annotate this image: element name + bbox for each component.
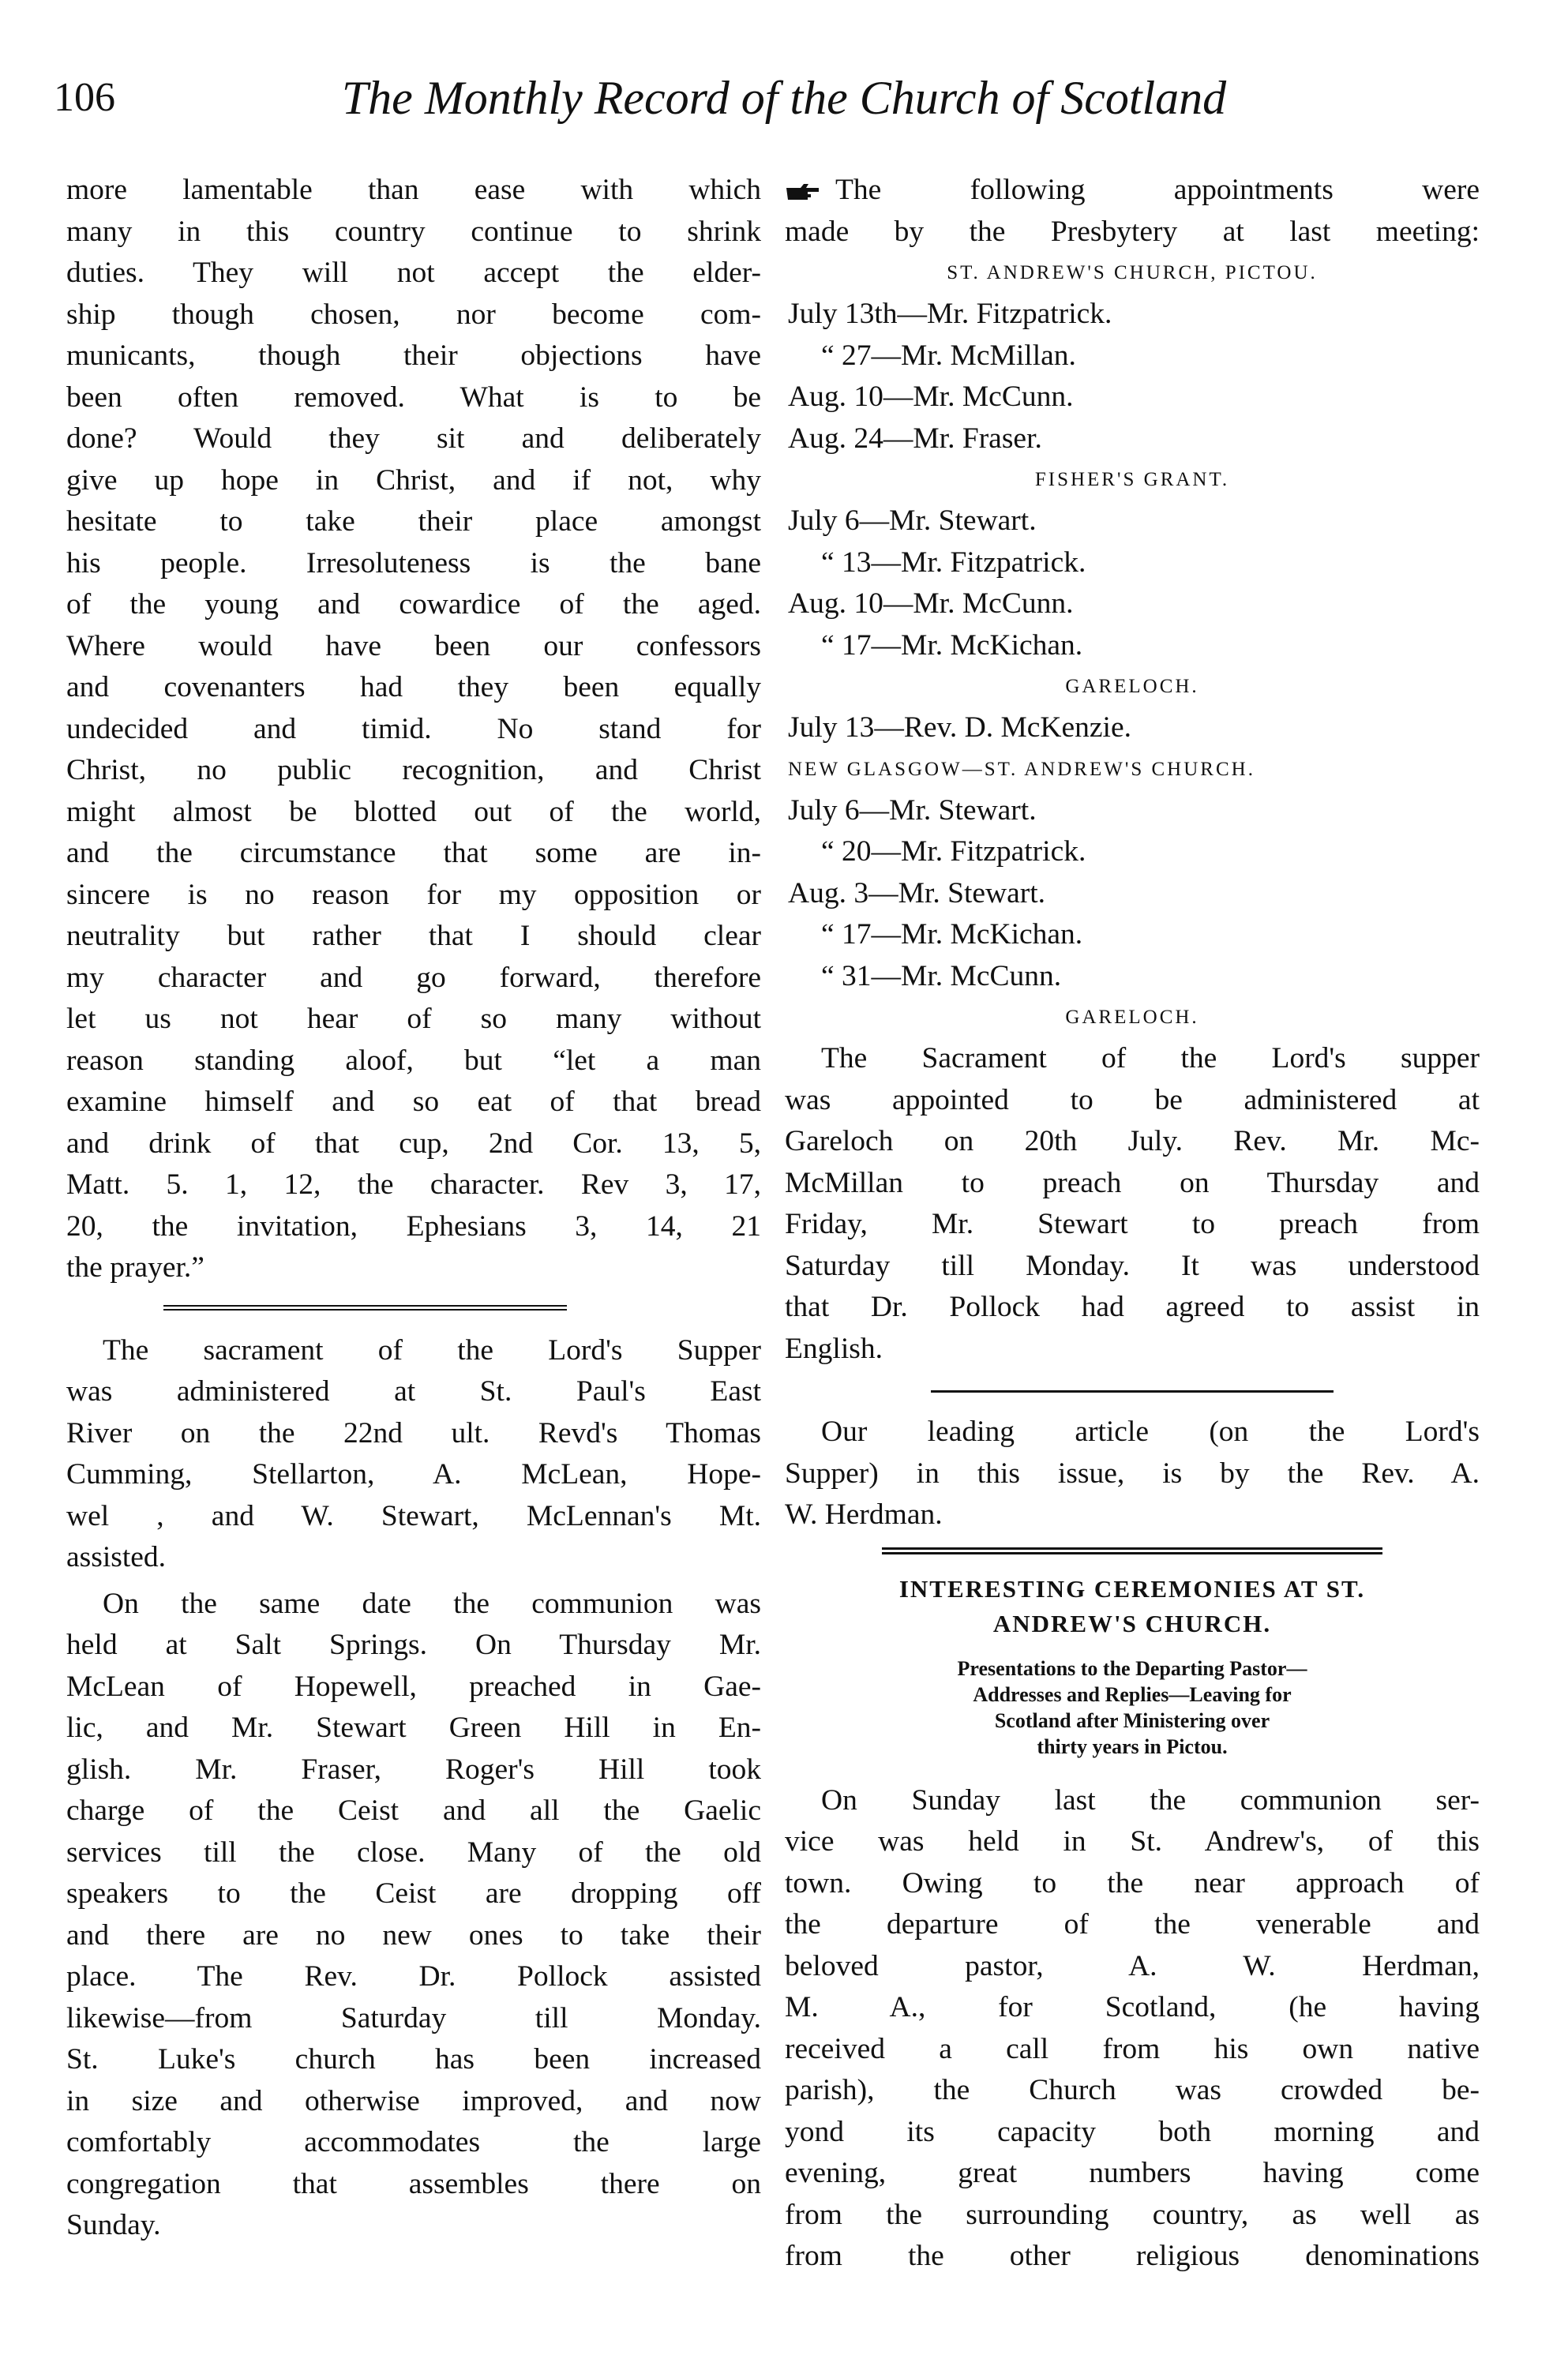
text-line: his people. Irresoluteness is the bane bbox=[66, 546, 761, 579]
text-line: place. The Rev. Dr. Pollock assisted bbox=[66, 1960, 761, 1993]
subheading-line: Scotland after Ministering over bbox=[994, 1708, 1270, 1732]
text-line: McLean of Hopewell, preached in Gae- bbox=[66, 1670, 761, 1703]
text-line: municants, though their objections have bbox=[66, 339, 761, 372]
schedule-line: “ 13—Mr. Fitzpatrick. bbox=[821, 546, 1086, 579]
text-line: reason standing aloof, but “let a man bbox=[66, 1044, 761, 1077]
text-line: town. Owing to the near approach of bbox=[785, 1866, 1480, 1899]
text-line: from the surrounding country, as well as bbox=[785, 2198, 1480, 2231]
text-line: my character and go forward, therefore bbox=[66, 961, 761, 994]
paragraph-irresoluteness bbox=[66, 170, 761, 1289]
text-line: held at Salt Springs. On Thursday Mr. bbox=[66, 1629, 761, 1661]
text-line: beloved pastor, A. W. Herdman, bbox=[785, 1949, 1480, 1982]
text-line: give up hope in Christ, and if not, why bbox=[66, 463, 761, 497]
section-heading: GARELOCH. bbox=[1065, 1007, 1199, 1028]
paragraph-salt-springs bbox=[66, 1584, 761, 2247]
text-line: likewise—from Saturday till Monday. bbox=[66, 2001, 761, 2034]
paragraph-article-body bbox=[785, 1780, 1480, 2278]
subheading-line: Addresses and Replies—Leaving for bbox=[973, 1682, 1292, 1706]
text-line: vice was held in St. Andrew's, of this bbox=[785, 1825, 1480, 1858]
text-line: received a call from his own native bbox=[785, 2032, 1480, 2065]
section-heading: NEW GLASGOW—ST. ANDREW'S CHURCH. bbox=[788, 758, 1255, 780]
text-line: hesitate to take their place amongst bbox=[66, 505, 761, 538]
text-line: made by the Presbytery at last meeting: bbox=[785, 215, 1480, 248]
subheading-line: thirty years in Pictou. bbox=[1037, 1734, 1228, 1758]
schedule-line: “ 17—Mr. McKichan. bbox=[821, 628, 1083, 662]
text-line: On the same date the communion was bbox=[103, 1587, 761, 1620]
text-line: was administered at St. Paul's East bbox=[66, 1375, 761, 1408]
text-line: examine himself and so eat of that bread bbox=[66, 1086, 761, 1118]
text-line: M. A., for Scotland, (he having bbox=[785, 1991, 1480, 2023]
text-line: Cumming, Stellarton, A. McLean, Hope- bbox=[66, 1458, 761, 1491]
text-line: The sacrament of the Lord's Supper bbox=[103, 1333, 761, 1367]
text-line: wel , and W. Stewart, McLennan's Mt. bbox=[66, 1499, 761, 1532]
text-line: from the other religious denominations bbox=[785, 2240, 1480, 2272]
text-line: sincere is no reason for my opposition or bbox=[66, 878, 761, 911]
text-line: St. Luke's church has been increased bbox=[66, 2043, 761, 2076]
text-line: Gareloch on 20th July. Rev. Mr. Mc- bbox=[785, 1125, 1480, 1157]
section-heading: GARELOCH. bbox=[1065, 676, 1199, 697]
text-line: neutrality but rather that I should clear bbox=[66, 920, 761, 952]
text-line: English. bbox=[785, 1332, 883, 1365]
paragraph-leading-article bbox=[785, 1412, 1480, 1536]
text-line: many in this country continue to shrink bbox=[66, 215, 761, 248]
intro-text: The following appointments were bbox=[835, 174, 1480, 206]
text-line: parish), the Church was crowded be- bbox=[785, 2074, 1480, 2106]
section-divider bbox=[882, 1547, 1382, 1554]
text-line: Supper) in this issue, is by the Rev. A. bbox=[785, 1457, 1480, 1490]
text-line: charge of the Ceist and all the Gaelic bbox=[66, 1794, 761, 1827]
text-line: Christ, no public recognition, and Christ bbox=[66, 754, 761, 786]
text-line: speakers to the Ceist are dropping off bbox=[66, 1877, 761, 1910]
text-line: more lamentable than ease with which bbox=[66, 174, 761, 206]
text-line: 20, the invitation, Ephesians 3, 14, 21 bbox=[66, 1209, 761, 1243]
pointing-hand-icon bbox=[785, 182, 821, 202]
schedule-line: Aug. 24—Mr. Fraser. bbox=[788, 422, 1042, 455]
schedule-line: Aug. 10—Mr. McCunn. bbox=[788, 381, 1074, 413]
text-line bbox=[785, 170, 1480, 212]
schedule-line: July 13th—Mr. Fitzpatrick. bbox=[788, 298, 1112, 330]
text-line: and covenanters had they been equally bbox=[66, 671, 761, 703]
page-number: 106 bbox=[54, 75, 115, 120]
left-column bbox=[66, 170, 761, 2247]
text-line: services till the close. Many of the old bbox=[66, 1836, 761, 1869]
text-line: The Sacrament of the Lord's supper bbox=[821, 1042, 1480, 1074]
section-heading: ST. ANDREW'S CHURCH, PICTOU. bbox=[947, 262, 1318, 283]
heading-line: INTERESTING CEREMONIES AT ST. bbox=[898, 1574, 1366, 1603]
text-line: duties. They will not accept the elder- bbox=[66, 257, 761, 289]
subheading-line: Presentations to the Departing Pastor— bbox=[957, 1656, 1307, 1680]
section-divider bbox=[163, 1305, 566, 1313]
schedule-line: “ 20—Mr. Fitzpatrick. bbox=[821, 835, 1086, 868]
text-line: that Dr. Pollock had agreed to assist in bbox=[785, 1291, 1480, 1323]
article-subheading bbox=[785, 1656, 1480, 1760]
text-line: Friday, Mr. Stewart to preach from bbox=[785, 1208, 1480, 1240]
text-line: done? Would they sit and deliberately bbox=[66, 422, 761, 455]
section-divider bbox=[931, 1390, 1334, 1393]
text-line: lic, and Mr. Stewart Green Hill in En- bbox=[66, 1712, 761, 1744]
section-heading: FISHER'S GRANT. bbox=[1034, 469, 1230, 490]
text-line: glish. Mr. Fraser, Roger's Hill took bbox=[66, 1753, 761, 1786]
schedule-line: Aug. 3—Mr. Stewart. bbox=[788, 876, 1046, 909]
text-line: Matt. 5. 1, 12, the character. Rev 3, 17, bbox=[66, 1168, 761, 1201]
schedule-line: “ 27—Mr. McMillan. bbox=[821, 339, 1076, 372]
text-line: Our leading article (on the Lord's bbox=[821, 1416, 1480, 1448]
schedule-line: July 13—Rev. D. McKenzie. bbox=[788, 711, 1131, 744]
text-line: assisted. bbox=[66, 1541, 167, 1573]
schedule-line: Aug. 10—Mr. McCunn. bbox=[788, 587, 1074, 620]
text-line: of the young and cowardice of the aged. bbox=[66, 588, 761, 621]
text-line: On Sunday last the communion ser- bbox=[821, 1783, 1480, 1817]
paragraph-gareloch-sacrament bbox=[785, 1038, 1480, 1370]
text-line: W. Herdman. bbox=[785, 1498, 943, 1531]
text-line: the prayer.” bbox=[66, 1251, 204, 1284]
text-line: yond its capacity both morning and bbox=[785, 2115, 1480, 2148]
text-line: was appointed to be administered at bbox=[785, 1083, 1480, 1116]
text-line: undecided and timid. No stand for bbox=[66, 712, 761, 745]
text-line: let us not hear of so many without bbox=[66, 1003, 761, 1035]
text-line: River on the 22nd ult. Revd's Thomas bbox=[66, 1416, 761, 1449]
text-line: Saturday till Monday. It was understood bbox=[785, 1249, 1480, 1282]
schedule-line: July 6—Mr. Stewart. bbox=[788, 793, 1037, 827]
text-line: in size and otherwise improved, and now bbox=[66, 2084, 761, 2117]
text-line: evening, great numbers having come bbox=[785, 2157, 1480, 2189]
text-line: ship though chosen, nor become com- bbox=[66, 298, 761, 331]
running-title: The Monthly Record of the Church of Scotland bbox=[341, 72, 1227, 124]
text-line: might almost be blotted out of the world, bbox=[66, 795, 761, 828]
text-line: Where would have been our confessors bbox=[66, 629, 761, 662]
right-column bbox=[785, 170, 1480, 2278]
schedule-line: “ 31—Mr. McCunn. bbox=[821, 959, 1062, 992]
paragraph-st-pauls bbox=[66, 1330, 761, 1579]
text-line: Sunday. bbox=[66, 2209, 161, 2241]
text-line: McMillan to preach on Thursday and bbox=[785, 1166, 1480, 1199]
text-line: congregation that assembles there on bbox=[66, 2167, 761, 2200]
text-line: and the circumstance that some are in- bbox=[66, 837, 761, 869]
text-line: and there are no new ones to take their bbox=[66, 1918, 761, 1952]
text-line: and drink of that cup, 2nd Cor. 13, 5, bbox=[66, 1127, 761, 1160]
paragraph-appointments-intro bbox=[785, 170, 1480, 253]
text-line: comfortably accommodates the large bbox=[66, 2126, 761, 2158]
text-line: the departure of the venerable and bbox=[785, 1908, 1480, 1941]
schedule-line: “ 17—Mr. McKichan. bbox=[821, 918, 1083, 951]
text-line: been often removed. What is to be bbox=[66, 381, 761, 414]
article-heading bbox=[785, 1572, 1480, 1641]
schedule-line: July 6—Mr. Stewart. bbox=[788, 504, 1037, 537]
heading-line: ANDREW'S CHURCH. bbox=[992, 1609, 1272, 1637]
